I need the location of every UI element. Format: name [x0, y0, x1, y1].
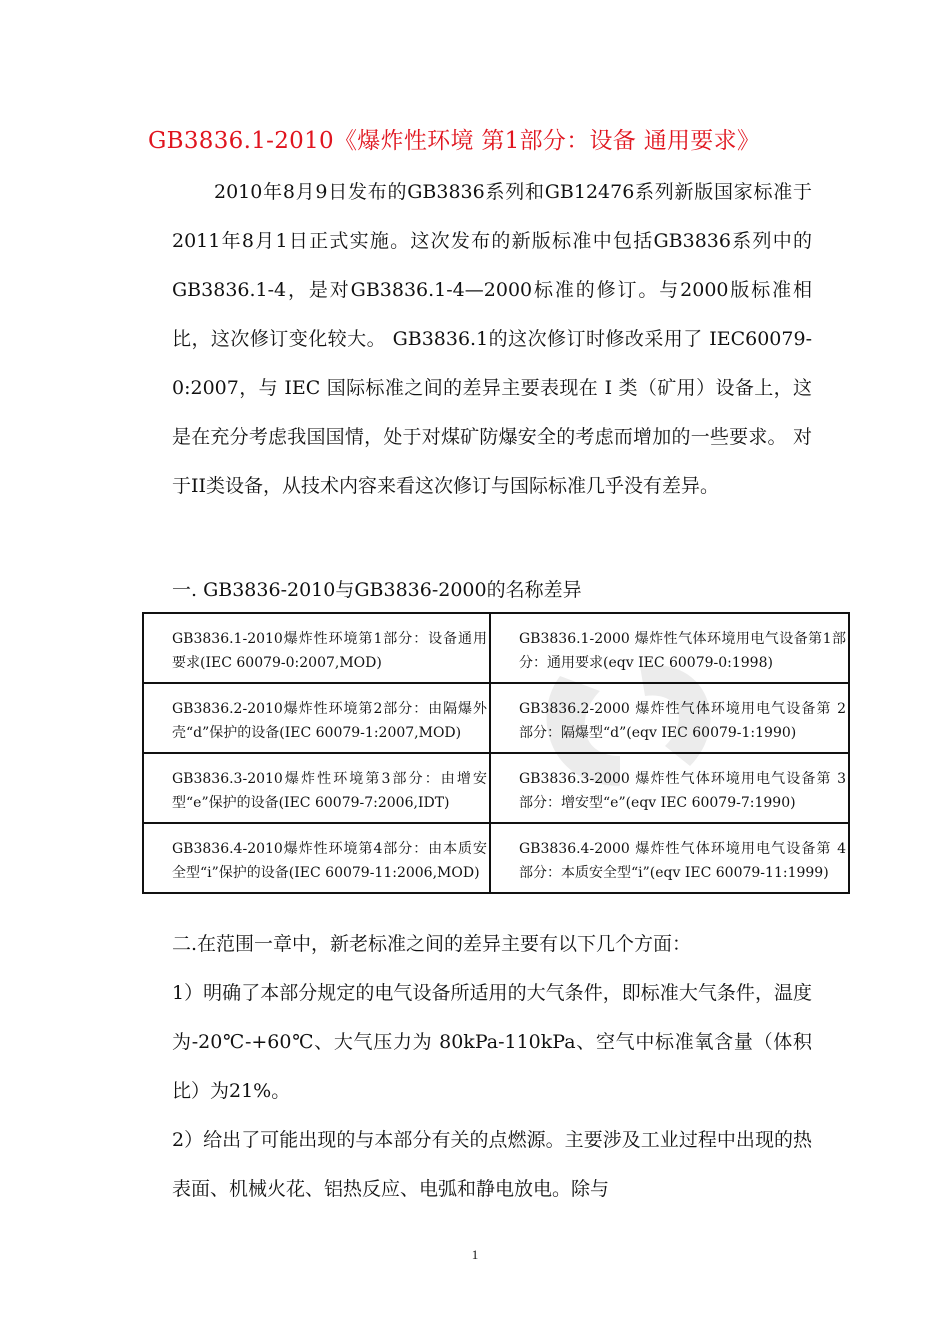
table-row: [143, 823, 849, 893]
table-row: [143, 753, 849, 823]
page-number: 1: [471, 1247, 479, 1262]
section2: [172, 920, 812, 1214]
list-item: 1）明确了本部分规定的电气设备所适用的大气条件，即标准大气条件，温度为-20℃-+60℃、大气压力为 80kPa-110kPa、空气中标准氧含量（体积比）为21%。: [172, 982, 812, 1102]
table-row: [143, 683, 849, 753]
old-standard-cell: GB3836.3-2000 爆炸性气体环境用电气设备第 3 部分：增安型“e”(eqv IEC 60079-7:1990): [490, 753, 849, 823]
new-standard-cell: GB3836.4-2010爆炸性环境第4部分：由本质安全型“i”保护的设备(IEC 60079-11:2006,MOD): [143, 823, 490, 893]
section2-heading: 二.在范围一章中，新老标准之间的差异主要有以下几个方面：: [172, 933, 692, 955]
standards-comparison-table: [142, 612, 850, 894]
table-row: [143, 613, 849, 683]
old-standard-cell: GB3836.1-2000 爆炸性气体环境用电气设备第1部分：通用要求(eqv IEC 60079-0:1998): [490, 613, 849, 683]
new-standard-cell: GB3836.1-2010爆炸性环境第1部分：设备通用要求(IEC 60079-0:2007,MOD): [143, 613, 490, 683]
list-item: 2）给出了可能出现的与本部分有关的点燃源。主要涉及工业过程中出现的热表面、机械火花、铝热反应、电弧和静电放电。除与: [172, 1129, 812, 1200]
section1-heading: 一. GB3836-2010与GB3836-2000的名称差异: [172, 579, 582, 601]
document-title: GB3836.1-2010《爆炸性环境 第1部分：设备 通用要求》: [148, 128, 761, 154]
old-standard-cell: GB3836.4-2000 爆炸性气体环境用电气设备第 4 部分：本质安全型“i”(eqv IEC 60079-11:1999): [490, 823, 849, 893]
intro-paragraph: 2010年8月9日发布的GB3836系列和GB12476系列新版国家标准于2011年8月1日正式实施。这次发布的新版标准中包括GB3836系列中的GB3836.1-4，是对GB3836.1-4—2000标准的修订。与2000版标准相比，这次修订变化较大。 GB3836.1的这次修订时修改采用了 IEC60079-0:2007，与 IEC 国际标准之间的差异主要表现在 I 类（矿用）设备上，这是在充分考虑我国国情，处于对煤矿防爆安全的考虑而增加的一些要求。 对于II类设备，从技术内容来看这次修订与国际标准几乎没有差异。: [172, 181, 812, 497]
new-standard-cell: GB3836.3-2010爆炸性环境第3部分：由增安型“e”保护的设备(IEC 60079-7:2006,IDT): [143, 753, 490, 823]
new-standard-cell: GB3836.2-2010爆炸性环境第2部分：由隔爆外壳“d”保护的设备(IEC 60079-1:2007,MOD): [143, 683, 490, 753]
old-standard-cell: GB3836.2-2000 爆炸性气体环境用电气设备第 2 部分：隔爆型“d”(eqv IEC 60079-1:1990): [490, 683, 849, 753]
